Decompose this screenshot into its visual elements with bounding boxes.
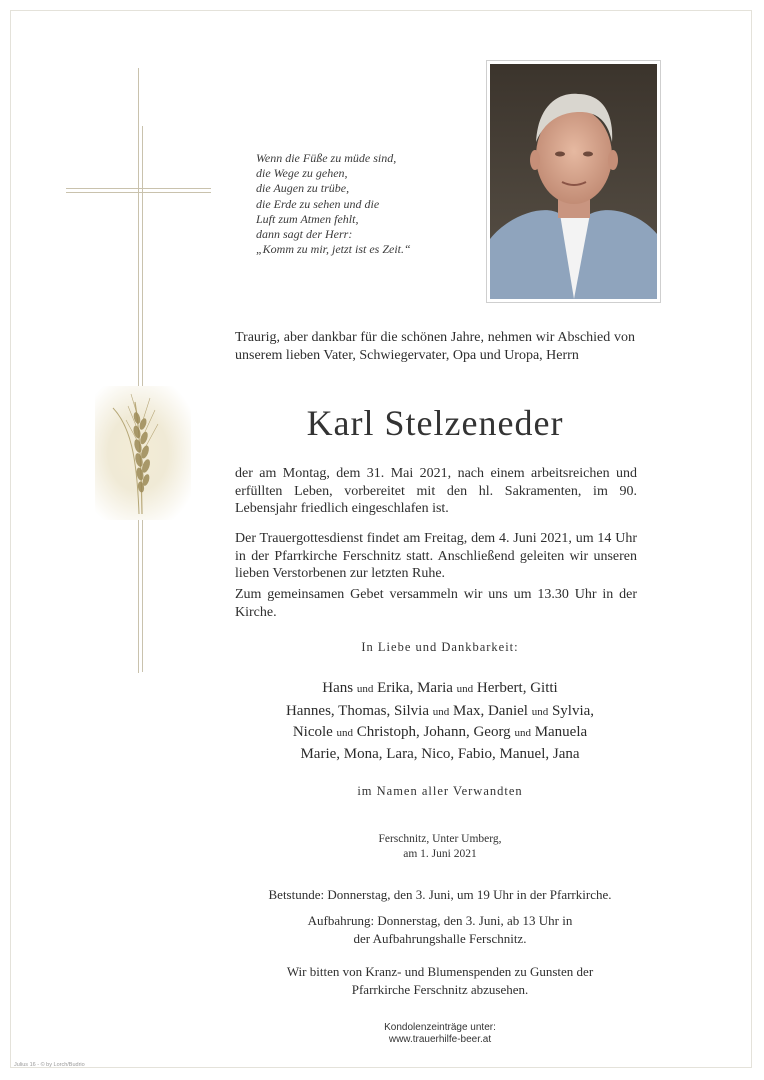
service-paragraph: Der Trauergottesdienst findet am Freitag, dem 4. Juni 2021, um 14 Uhr in der Pfarrkirche Ferschnitz statt. Anschließend geleiten wir unseren lieben Verstorbenen zur letzten Ruhe. (235, 531, 637, 582)
betstunde-info: Betstunde: Donnerstag, den 3. Juni, um 19 Uhr in der Pfarrkirche. (268, 887, 612, 902)
dankbarkeit-line: In Liebe und Dankbarkeit: (361, 640, 519, 654)
spenden-info: Wir bitten von Kranz- und Blumenspenden zu Gunsten der Pfarrkirche Ferschnitz abzusehen. (286, 964, 594, 997)
location-date-text: am 1. Juni 2021 (403, 848, 477, 860)
poem-line: Wenn die Füße zu müde sind, (256, 151, 397, 165)
print-credit: Julius 16 - © by Lorch/Budrio (14, 1062, 85, 1068)
family-line-2: Hannes, Thomas, Silvia und Max, Daniel und Sylvia, (285, 703, 595, 719)
deceased-name: Karl Stelzeneder (306, 403, 564, 443)
death-paragraph: der am Montag, dem 31. Mai 2021, nach einem arbeitsreichen und erfüllten Leben, vorbereitet mit den hl. Sakramenten, im 90. Lebensjahr friedlich eingeschlafen ist. (235, 466, 637, 517)
namen-line: im Namen aller Verwandten (357, 784, 523, 798)
poem-line: dann sagt der Herr: (256, 227, 353, 242)
family-line-3: Nicole und Christoph, Johann, Georg und Manuela (292, 724, 588, 740)
prayer-paragraph: Zum gemeinsamen Gebet versammeln wir uns um 13.30 Uhr in der Kirche. (235, 587, 637, 620)
aufbahrung-info: Aufbahrung: Donnerstag, den 3. Juni, ab 13 Uhr in der Aufbahrungshalle Ferschnitz. (307, 913, 573, 946)
poem-line: die Wege zu gehen, (256, 166, 348, 181)
poem-line: Luft zum Atmen fehlt, (256, 211, 359, 226)
condolence-block (280, 1022, 600, 1046)
condolence-label: Kondolenzeinträge unter: (384, 1022, 496, 1033)
poem-line: die Augen zu trübe, (256, 181, 350, 196)
location-place: Ferschnitz, Unter Umberg, (378, 833, 502, 845)
family-lines-2-3 (190, 701, 690, 743)
condolence-url[interactable]: www.trauerhilfe-beer.at (388, 1034, 492, 1045)
intro-text: Traurig, aber dankbar für die schönen Jahre, nehmen wir Abschied von unserem lieben Vater, Schwiegervater, Opa und Uropa, Herrn (235, 330, 635, 363)
poem-line: „Komm zu mir, jetzt ist es Zeit.“ (256, 242, 411, 257)
poem (256, 151, 476, 257)
family-line-4: Marie, Mona, Lara, Nico, Fabio, Manuel, Jana (300, 746, 580, 762)
portrait-photo (486, 60, 661, 303)
wheat-ear-icon (95, 386, 191, 520)
family-line-1: Hans und Erika, Maria und Herbert, Gitti (322, 680, 558, 696)
poem-line: die Erde zu sehen und die (256, 196, 380, 211)
location-date (190, 832, 690, 862)
